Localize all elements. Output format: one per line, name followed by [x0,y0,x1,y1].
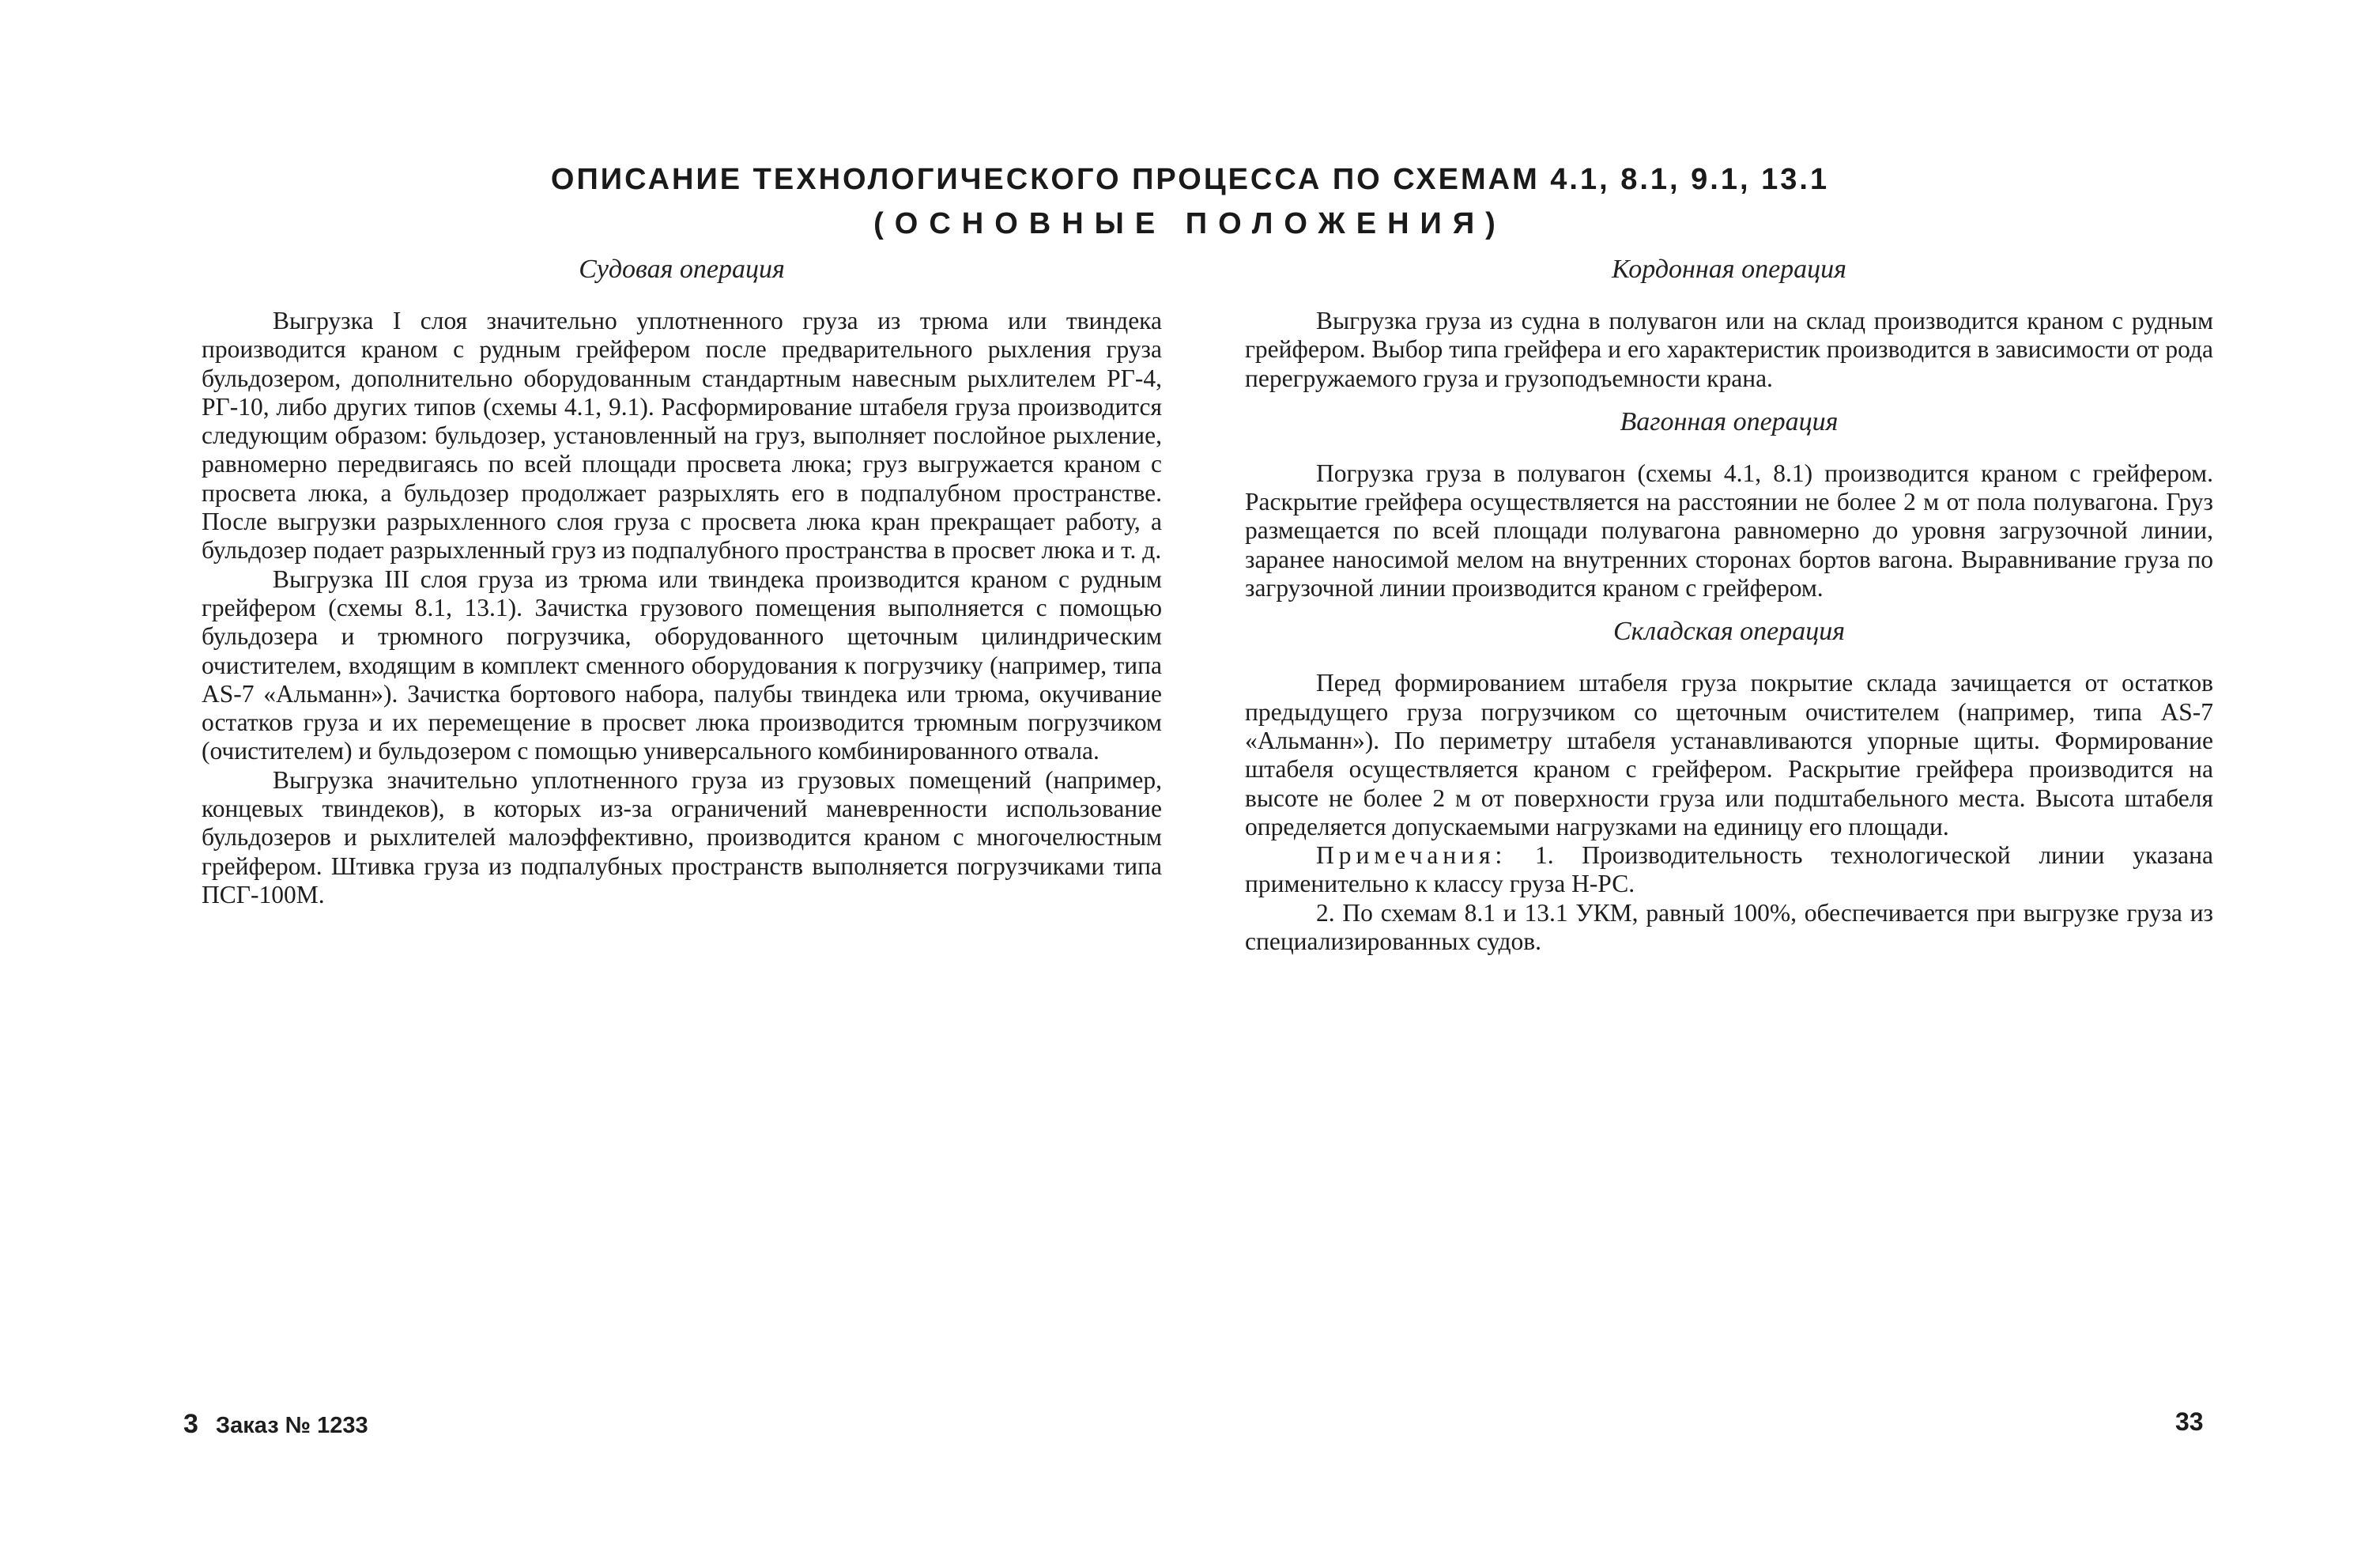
page-number: 33 [2175,1407,2204,1436]
right-column [1245,251,2213,956]
paragraph: Выгрузка груза из судна в полувагон или на склад производится краном с рудным грейфером. Выбор типа грейфера и его характеристик производится в зависимости от рода перегружаемого груза и грузоподъемности крана. [1245,307,2213,392]
note-1-text: 1. Производительность технологической линии указана применительно к классу груза Н-РС. [1245,841,2213,898]
paragraph: Погрузка груза в полувагон (схемы 4.1, 8.1) производится краном с грейфером. Раскрытие грейфера осуществляется на расстоянии не более 2 м от пола полувагона. Груз размещается по всей площади полувагона равномерно до уровня загрузочной линии, заранее наносимой мелом на внутренних сторонах бортов вагона. Выравнивание груза по загрузочной линии производится краном с грейфером. [1245,459,2213,602]
section-heading-warehouse-operation: Складская операция [1612,617,1846,647]
section-heading-wagon-operation: Вагонная операция [1620,406,1839,436]
document-subtitle: (ОСНОВНЫЕ ПОЛОЖЕНИЯ) [873,207,1507,240]
footer-order [183,1409,368,1440]
notes-label: Примечания: [1316,841,1507,870]
paragraph: Выгрузка I слоя значительно уплотненного груза из трюма или твиндека производится краном с рудным грейфером после предварительного рыхления груза бульдозером, дополнительно оборудованным стандартным навесным рыхлителем РГ-4, РГ-10, либо других типов (схемы 4.1, 9.1). Расформирование штабеля груза производится следующим образом: бульдозер, установленный на груз, выполняет послойное рыхление, равномерно передвигаясь по всей площади просвета люка; груз выгружается краном с просвета люка, а бульдозер продолжает разрыхлять его в подпалубном пространстве. После выгрузки разрыхленного слоя груза с просвета люка кран прекращает работу, а бульдозер подает разрыхленный груз из подпалубного пространства в просвет люка и т. д. [202,307,1162,565]
order-number: Заказ № 1233 [215,1413,368,1438]
note-2: 2. По схемам 8.1 и 13.1 УКМ, равный 100%, обеспечивается при выгрузке груза из специализированных судов. [1245,898,2213,956]
paragraph: Выгрузка III слоя груза из трюма или твиндека производится краном с рудным грейфером (схемы 8.1, 13.1). Зачистка грузового помещения выполняется с помощью бульдозера и трюмного погрузчика, оборудованного щеточным цилиндрическим очистителем, входящим в комплект сменного оборудования к погрузчику (например, типа AS-7 «Альманн»). Зачистка бортового набора, палубы твиндека или трюма, окучивание остатков груза и их перемещение в просвет люка производится трюмным погрузчиком (очистителем) и бульдозером с помощью универсального комбинированного отвала. [202,565,1162,765]
section-heading-quay-operation: Кордонная операция [1612,255,1846,284]
paragraph: Выгрузка значительно уплотненного груза из грузовых помещений (например, концевых твиндеков), в которых из-за ограничений маневренности использование бульдозеров и рыхлителей малоэффективно, производится краном с многочелюстным грейфером. Штивка груза из подпалубных пространств выполняется погрузчиками типа ПСГ-100М. [202,765,1162,908]
document-title: ОПИСАНИЕ ТЕХНОЛОГИЧЕСКОГО ПРОЦЕССА ПО СХЕМАМ 4.1, 8.1, 9.1, 13.1 [550,163,1830,196]
note-1 [1245,841,2213,899]
sheet-number: 3 [183,1409,198,1439]
paragraph: Перед формированием штабеля груза покрытие склада зачищается от остатков предыдущего груза погрузчиком со щеточным очистителем (например, типа AS-7 «Альманн»). По периметру штабеля устанавливаются упорные щиты. Формирование штабеля осуществляется краном с грейфером. Раскрытие грейфера производится на высоте не более 2 м от поверхности груза или подштабельного места. Высота штабеля определяется допускаемыми нагрузками на единицу его площади. [1245,669,2213,840]
left-column [202,251,1162,909]
section-heading-ship-operation: Судовая операция [579,255,785,284]
